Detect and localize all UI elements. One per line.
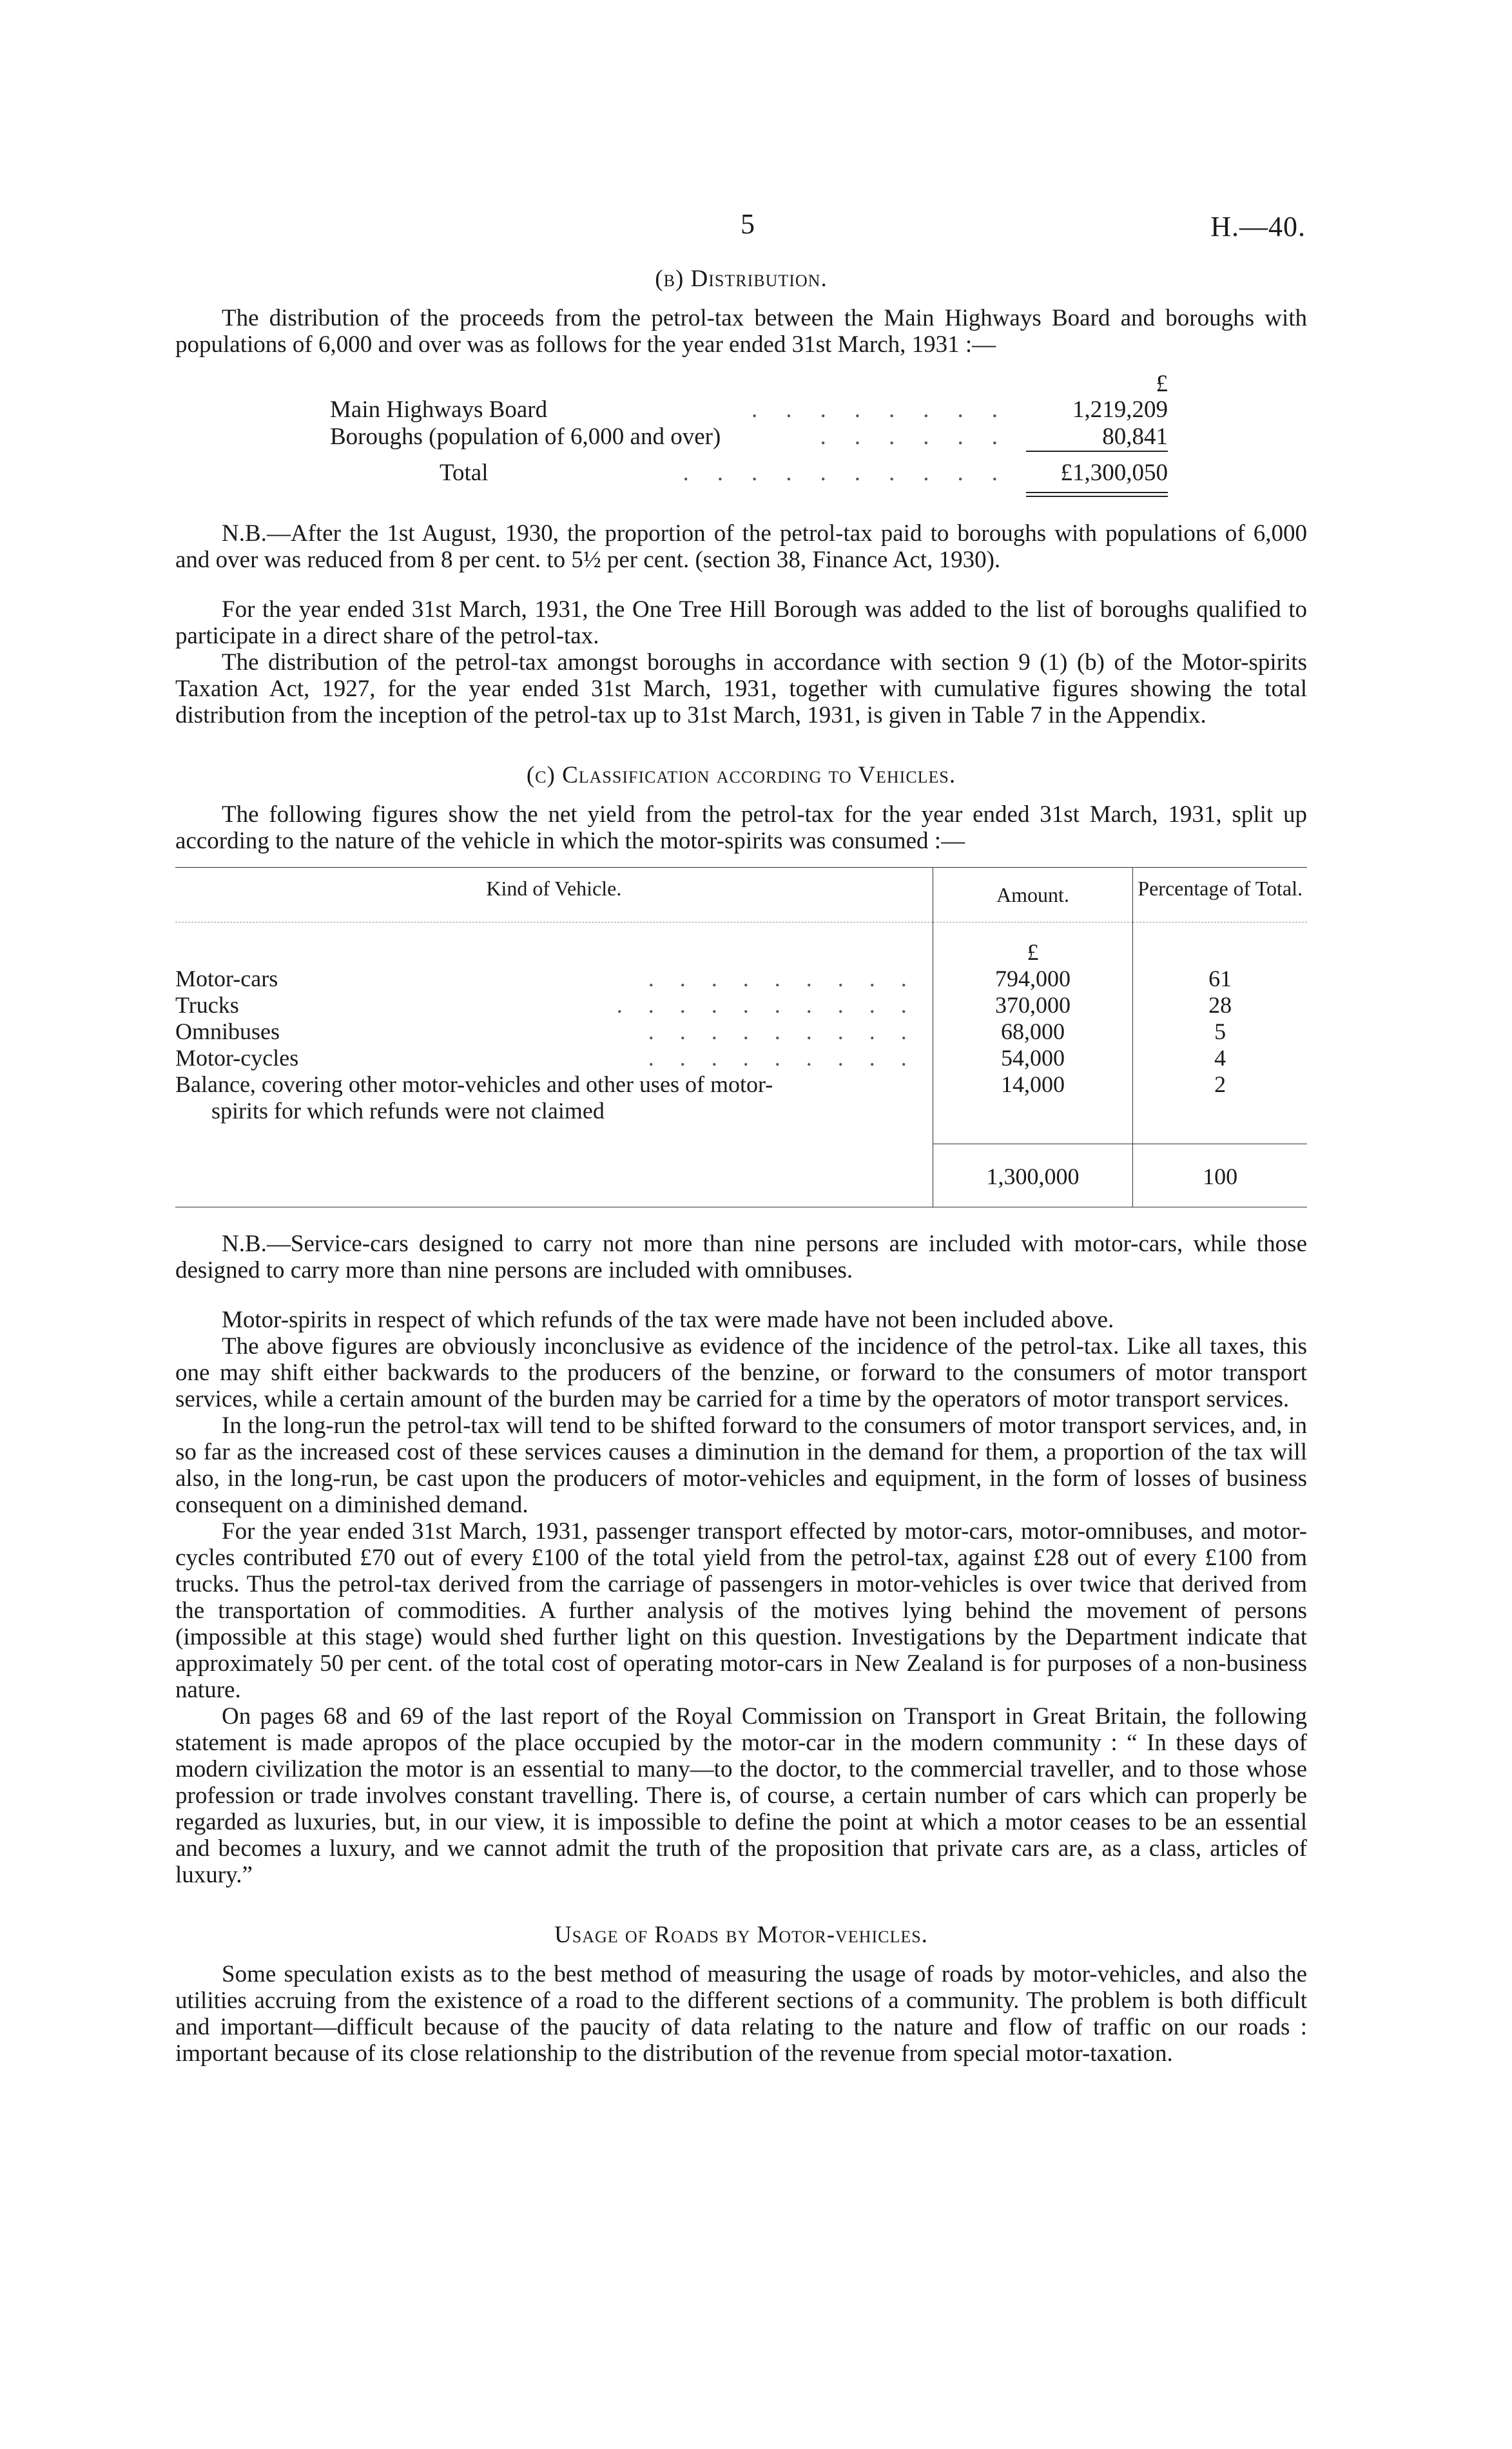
distribution-row-amount: 80,841: [1102, 424, 1168, 450]
page-number: 5: [741, 208, 755, 240]
balance-amount: 14,000: [933, 1071, 1133, 1124]
leader-dots: ..........: [683, 460, 1026, 486]
balance-line-1: Balance, covering other motor-vehicles and other uses of motor-: [175, 1071, 773, 1097]
distribution-note: N.B.—After the 1st August, 1930, the proportion of the petrol-tax paid to boroughs with populations of 6,000 and over was reduced from 8 per cent. to 5½ per cent. (section 38, Finance Act, 1930).: [175, 520, 1307, 573]
leader-dots: .........: [648, 966, 933, 991]
vehicle-kind: Omnibuses: [175, 1019, 280, 1044]
table-row: [175, 966, 1307, 992]
classification-paragraph: Motor-spirits in respect of which refunds of the tax were made have not been included above.: [222, 1307, 1114, 1333]
vehicle-percent: 61: [1208, 966, 1232, 991]
table-row: [175, 992, 1307, 1019]
column-header-percent: Percentage of Total.: [1133, 868, 1307, 922]
vehicle-percent: 4: [1214, 1045, 1226, 1071]
leader-dots: .........: [648, 1019, 933, 1044]
distribution-row: [330, 396, 1168, 424]
balance-percent: 2: [1214, 1071, 1226, 1097]
usage-paragraph: Some speculation exists as to the best method of measuring the usage of roads by motor-vehicles, and also the utilities accruing from the existence of a road to the different sections of a community. The problem is both difficult and important—difficult because of the paucity of data relating to the nature and flow of traffic on our roads : important because of its close relationship to the distribution of the revenue from special motor-taxation.: [175, 1961, 1307, 2067]
table-row-balance: [175, 1071, 1307, 1124]
leader-dots: ..........: [616, 992, 933, 1018]
classification-paragraph: The above figures are obviously inconclusive as evidence of the incidence of the petrol-tax. Like all taxes, this one may shift either backwards to the producers of the benzine, or forward to the consumers of motor transport services, while a certain amount of the burden may be carried for a time by the operators of motor transport services.: [175, 1333, 1307, 1412]
vehicle-kind: Trucks: [175, 992, 239, 1018]
vehicle-percent: 5: [1214, 1019, 1226, 1044]
distribution-table: [330, 371, 1168, 497]
classification-intro: The following figures show the net yield from the petrol-tax for the year ended 31st March, 1931, split up according to the nature of the vehicle in which the motor-spirits was consumed :—: [175, 801, 1307, 854]
vehicle-table: [175, 867, 1307, 1207]
total-double-rule: [1026, 492, 1168, 497]
total-amount: 1,300,000: [933, 1144, 1133, 1207]
distribution-unit: £: [1156, 371, 1168, 397]
distribution-row: [330, 424, 1168, 451]
distribution-row-label: Boroughs (population of 6,000 and over): [330, 424, 721, 450]
vehicle-amount: 794,000: [933, 966, 1133, 992]
distribution-paragraph: The distribution of the petrol-tax amongst boroughs in accordance with section 9 (1) (b) of the Motor-spirits Taxation Act, 1927, for the year ended 31st March, 1931, together with cumulative figures showing the total distribution from the inception of the petrol-tax up to 31st March, 1931, is given in Table 7 in the Appendix.: [175, 649, 1307, 728]
distribution-row-amount: 1,219,209: [1072, 396, 1168, 423]
leader-dots: ......: [820, 424, 1026, 450]
vehicle-amount: 370,000: [933, 992, 1133, 1019]
table-row: [175, 1019, 1307, 1045]
page-content: [175, 266, 1307, 2067]
distribution-intro: The distribution of the proceeds from the petrol-tax between the Main Highways Board and boroughs with populations of 6,000 and over was as follows for the year ended 31st March, 1931 :—: [175, 305, 1307, 358]
table-unit-row: [175, 922, 1307, 966]
distribution-total-label: Total: [440, 460, 489, 486]
column-header-amount: Amount.: [933, 868, 1133, 922]
distribution-total-amount: £1,300,050: [1060, 460, 1168, 486]
document-reference: H.—40.: [1210, 211, 1306, 242]
section-heading-classification: (c) Classification according to Vehicles.: [526, 762, 956, 788]
classification-note: N.B.—Service-cars designed to carry not more than nine persons are included with motor-cars, while those designed to carry more than nine persons are included with omnibuses.: [175, 1231, 1307, 1283]
total-rule: [1026, 451, 1168, 460]
leader-dots: .........: [648, 1045, 933, 1071]
table-row: [175, 1045, 1307, 1071]
classification-paragraph: In the long-run the petrol-tax will tend to be shifted forward to the consumers of motor transport services, and, in so far as the increased cost of these services causes a diminution in the demand for them, a proportion of the tax will also, in the long-run, be cast upon the producers of motor-vehicles and equipment, in the form of losses of business consequent on a diminished demand.: [175, 1412, 1307, 1518]
distribution-total-row: [330, 460, 1168, 487]
leader-dots: ........: [751, 396, 1026, 423]
balance-line-2: spirits for which refunds were not claimed: [211, 1098, 605, 1124]
vehicle-amount: 68,000: [933, 1019, 1133, 1045]
section-heading-distribution: (b) Distribution.: [655, 266, 828, 292]
total-percent: 100: [1133, 1144, 1307, 1207]
column-header-kind: Kind of Vehicle.: [175, 868, 933, 922]
vehicle-kind: Motor-cycles: [175, 1045, 299, 1071]
classification-paragraph: For the year ended 31st March, 1931, passenger transport effected by motor-cars, motor-omnibuses, and motor-cycles contributed £70 out of every £100 of the total yield from the petrol-tax, against £28 out of every £100 from trucks. Thus the petrol-tax derived from the carriage of passengers in motor-vehicles is over twice that derived from the transportation of commodities. A further analysis of the motives lying behind the movement of persons (impossible at this stage) would shed further light on this question. Investigations by the Department indicate that approximately 50 per cent. of the total cost of operating motor-cars in New Zealand is for purposes of a non-business nature.: [175, 1518, 1307, 1703]
vehicle-kind: Motor-cars: [175, 966, 278, 991]
distribution-row-label: Main Highways Board: [330, 396, 548, 423]
distribution-paragraph: For the year ended 31st March, 1931, the One Tree Hill Borough was added to the list of boroughs qualified to participate in a direct share of the petrol-tax.: [175, 596, 1307, 649]
section-heading-usage: Usage of Roads by Motor-vehicles.: [554, 1922, 928, 1948]
table-header-row: [175, 868, 1307, 922]
vehicle-amount: 54,000: [933, 1045, 1133, 1071]
classification-paragraph: On pages 68 and 69 of the last report of the Royal Commission on Transport in Great Britain, the following statement is made apropos of the place occupied by the motor-car in the modern community : “ In these days of modern civilization the motor is an essential to many—to the doctor, to the commercial traveller, and to those whose profession or trade involves constant travelling. There is, of course, a certain number of cars which can properly be regarded as luxuries, but, in our view, it is impossible to define the point at which a motor ceases to be an essential and becomes a luxury, and we cannot admit the truth of the proposition that private cars are, as a class, articles of luxury.”: [175, 1703, 1307, 1888]
table-total-row: [175, 1144, 1307, 1207]
vehicle-percent: 28: [1208, 992, 1232, 1018]
amount-unit: £: [933, 922, 1133, 966]
